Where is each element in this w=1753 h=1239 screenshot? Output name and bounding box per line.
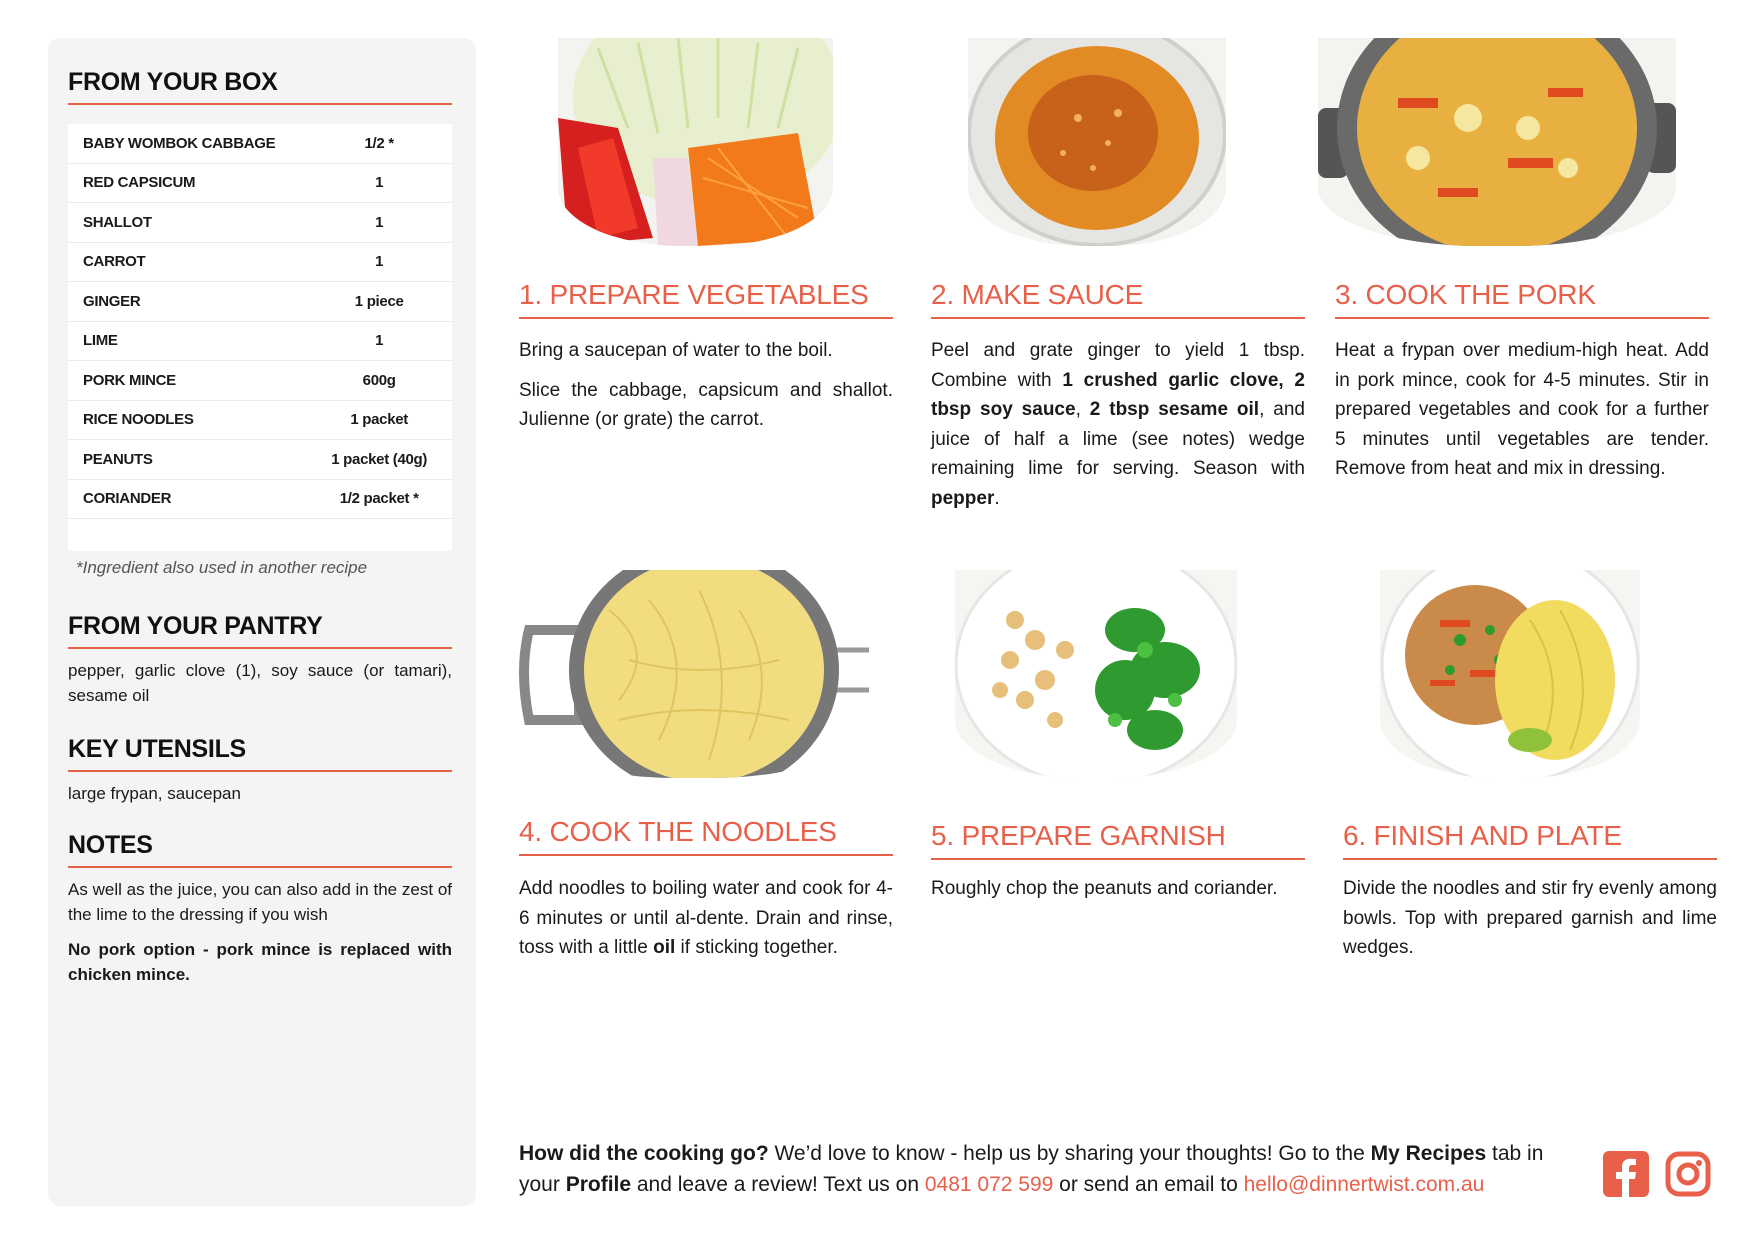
facebook-icon[interactable] (1603, 1151, 1649, 1197)
utensils-text: large frypan, saucepan (68, 784, 241, 803)
ingredient-qty: 1 packet (350, 411, 408, 429)
pantry-text: pepper, garlic clove (1), soy sauce (or tamari), sesame oil (68, 661, 452, 705)
phone-link[interactable]: 0481 072 599 (924, 1173, 1054, 1196)
box-heading: FROM YOUR BOX (68, 68, 452, 105)
profile-label: Profile (565, 1173, 632, 1196)
email-link[interactable]: hello@dinnertwist.com.au (1243, 1173, 1485, 1196)
step-5-para: Roughly chop the peanuts and coriander. (931, 878, 1278, 899)
step-2-sesame-oil: 2 tbsp sesame oil (1089, 399, 1260, 420)
ingredient-row (68, 203, 452, 243)
step-3-para: Heat a frypan over medium-high heat. Add in pork mince, cook for 4-5 minutes. Stir in prepared vegetables and cook for a further 5 minutes until vegetables are tender. Remove from heat and mix in dressing. (1335, 340, 1709, 479)
step-1-body (519, 336, 893, 445)
feedback-question: How did the cooking go? (519, 1142, 769, 1165)
step-2-title: 2. MAKE SAUCE (931, 279, 1305, 319)
step-3-title: 3. COOK THE PORK (1335, 279, 1709, 319)
step-4-title: 4. COOK THE NOODLES (519, 816, 893, 856)
step-3-body (1335, 336, 1709, 494)
ingredient-row (68, 243, 452, 283)
instagram-icon[interactable] (1665, 1151, 1711, 1197)
step-4-body (519, 874, 893, 973)
feedback-text: or send an email to (1053, 1173, 1244, 1196)
ingredient-qty: 1 (375, 332, 384, 350)
ingredient-row (68, 322, 452, 362)
ingredient-qty: 1 (375, 174, 384, 192)
plated-dish-photo (1380, 570, 1640, 778)
step-1-para-1: Bring a saucepan of water to the boil. (519, 340, 833, 361)
step-4-oil: oil (653, 937, 676, 958)
ingredient-row (68, 361, 452, 401)
notes-heading: NOTES (68, 831, 452, 868)
ingredient-name: BABY WOMBOK CABBAGE (83, 134, 276, 152)
step-2-text: . (994, 487, 1000, 509)
ingredient-row (68, 401, 452, 441)
ingredient-table (68, 124, 452, 551)
ingredient-row (68, 480, 452, 520)
ingredient-name: GINGER (83, 292, 141, 310)
ingredient-name: LIME (83, 332, 118, 350)
ingredient-name: RED CAPSICUM (83, 174, 196, 192)
ingredient-qty: 1/2 * (364, 134, 394, 152)
utensils-heading: KEY UTENSILS (68, 735, 452, 772)
ingredient-row (68, 282, 452, 322)
ingredient-row (68, 124, 452, 164)
vegetables-photo (558, 38, 833, 246)
feedback-text: We’d love to know - help us by sharing your thoughts! Go to the (768, 1142, 1371, 1165)
notes-no-pork: No pork option - pork mince is replaced with chicken mince. (68, 940, 452, 984)
ingredient-name: CARROT (83, 253, 146, 271)
ingredient-qty: 1 packet (40g) (331, 450, 428, 468)
step-2-text: , (1075, 399, 1090, 420)
step-2-garlic-soy: 1 crushed garlic clove, 2 tbsp soy sauce (931, 369, 1306, 420)
step-6-body (1343, 874, 1717, 973)
ingredient-name: RICE NOODLES (83, 411, 194, 429)
noodles-pot-photo (519, 570, 869, 778)
ingredients-sidebar (48, 38, 476, 1206)
step-2-body (931, 336, 1305, 523)
ingredient-qty: 1/2 packet * (339, 490, 419, 508)
ingredient-name: SHALLOT (83, 213, 152, 231)
step-4-text: Add noodles to boiling water and cook for 4-6 minutes or until al-dente. Drain and rinse, toss with a little (519, 878, 893, 958)
ingredient-qty: 1 (375, 253, 384, 271)
pantry-heading: FROM YOUR PANTRY (68, 612, 452, 649)
step-4-text: if sticking together. (675, 937, 838, 958)
ingredient-name: PEANUTS (83, 450, 153, 468)
notes-text: As well as the juice, you can also add in the zest of the lime to the dressing if you wish (68, 880, 452, 924)
ingredient-qty: 1 piece (354, 292, 404, 310)
step-2-text: , and juice of half a lime (see notes) wedge remaining lime for serving. Season with (931, 399, 1305, 479)
ingredient-name: PORK MINCE (83, 371, 176, 389)
my-recipes-label: My Recipes (1370, 1142, 1487, 1165)
ingredient-name: CORIANDER (83, 490, 172, 508)
step-1-para-2: Slice the cabbage, capsicum and shallot. Julienne (or grate) the carrot. (519, 379, 893, 430)
step-6-para: Divide the noodles and stir fry evenly among bowls. Top with prepared garnish and lime wedges. (1343, 878, 1717, 958)
step-6-title: 6. FINISH AND PLATE (1343, 820, 1717, 860)
feedback-text: and leave a review! Text us on (631, 1173, 925, 1196)
step-2-pepper: pepper (931, 487, 995, 509)
ingredient-row (68, 440, 452, 480)
sauce-photo (968, 38, 1226, 246)
feedback-footer (519, 1138, 1579, 1200)
ingredient-qty: 600g (362, 371, 396, 389)
step-2-text: Peel and grate ginger to yield 1 tbsp. Combine with (931, 340, 1305, 391)
pork-frypan-photo (1318, 38, 1676, 246)
ingredient-qty: 1 (375, 213, 384, 231)
garnish-photo (955, 570, 1237, 778)
feedback-text: tab in your (519, 1142, 1544, 1196)
step-5-title: 5. PREPARE GARNISH (931, 820, 1305, 860)
ingredient-footnote: *Ingredient also used in another recipe (76, 558, 368, 577)
step-5-body (931, 874, 1305, 914)
step-1-title: 1. PREPARE VEGETABLES (519, 279, 893, 319)
ingredient-row (68, 164, 452, 204)
